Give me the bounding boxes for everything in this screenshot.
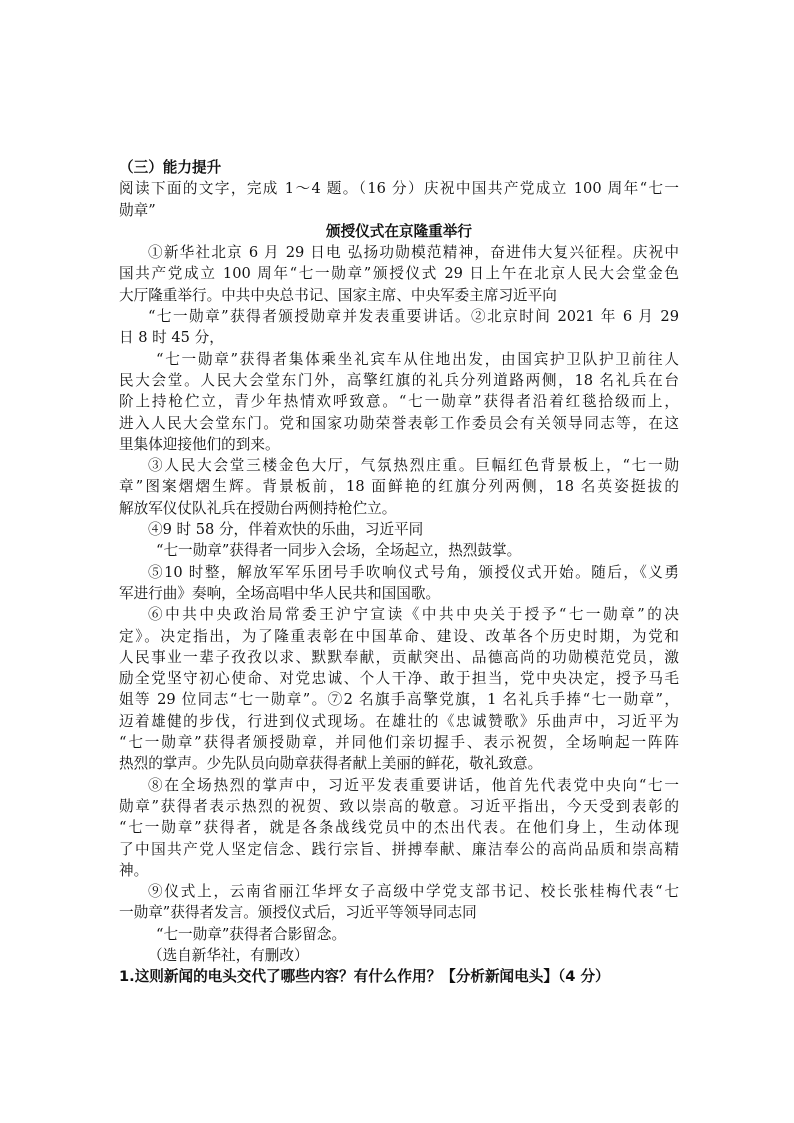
text-line: 励全党坚守初心使命、对党忠诚、个人干净、敢于担当，党中央决定，授予马毛: [119, 670, 679, 688]
text-line: 军进行曲》奏响，全场高唱中华人民共和国国歌。: [119, 584, 441, 602]
paragraph-5: [119, 519, 679, 540]
text-line: “七一勋章”获得者颁授勋章，并同他们亲切握手、表示祝贺，全场响起一阵阵: [119, 734, 679, 752]
text-line: ⑤10 时整，解放军军乐团号手吹响仪式号角，颁授仪式开始。随后，《义勇: [148, 563, 679, 581]
intro: [119, 178, 679, 221]
paragraph-2: [119, 306, 679, 349]
text-line: 迈着雄健的步伐，行进到仪式现场。在雄壮的《忠诚赞歌》乐曲声中，习近平为: [119, 712, 679, 730]
text-line: ⑥中共中央政治局常委王沪宁宣读《中共中央关于授予“七一勋章”的决: [148, 606, 679, 624]
section-title: （三）能力提升: [119, 159, 222, 176]
text-line: ④9 时 58 分，伴着欢快的乐曲，习近平同: [148, 521, 424, 539]
text-line: 里集体迎接他们的到来。: [119, 435, 280, 453]
paragraph-4: [119, 455, 679, 519]
text-line: 国共产党成立 100 周年“七一勋章”颁授仪式 29 日上午在北京人民大会堂金色: [119, 265, 679, 283]
text-line: 解放军仪仗队礼兵在授勋台两侧持枪伫立。: [119, 499, 397, 517]
question-1: 1.这则新闻的电头交代了哪些内容？有什么作用？【分析新闻电头】（4 分）: [119, 968, 610, 986]
text-line: 热烈的掌声。少先队员向勋章获得者献上美丽的鲜花，敬礼致意。: [119, 755, 543, 773]
text-line: “七一勋章”获得者颁授勋章并发表重要讲话。②北京时间 2021 年 6 月 29: [148, 308, 679, 326]
text-line: 民大会堂。人民大会堂东门外，高擎红旗的礼兵分列道路两侧，18 名礼兵在台: [119, 371, 679, 389]
text-line: “七一勋章”获得者合影留念。: [156, 925, 347, 943]
text-line: ③人民大会堂三楼金色大厅，气氛热烈庄重。巨幅红色背景板上，“七一勋: [148, 457, 679, 475]
document-page: [119, 157, 679, 988]
text-line: ①新华社北京 6 月 29 日电 弘扬功勋模范精神，奋进伟大复兴征程。庆祝中: [148, 244, 679, 262]
text-line: 进入人民大会堂东门。党和国家功勋荣誉表彰工作委员会有关领导同志等，在这: [119, 414, 679, 432]
text-line: 一勋章”获得者发言。颁授仪式后，习近平等领导同志同: [119, 904, 477, 922]
paragraph-9: [119, 775, 679, 881]
intro-line: 阅读下面的文字，完成 1～4 题。（16 分）庆祝中国共产党成立 100 周年“七一: [119, 180, 679, 198]
paragraph-3: [119, 349, 679, 455]
source-note: （选自新华社，有删改）: [148, 946, 309, 964]
text-line: “七一勋章”获得者，就是各条战线党员中的杰出代表。在他们身上，生动体现: [119, 819, 679, 837]
text-line: 定》。决定指出，为了隆重表彰在中国革命、建设、改革各个历史时期，为党和: [119, 627, 679, 645]
text-line: 阶上持枪伫立，青少年热情欢呼致意。“七一勋章”获得者沿着红毯拾级而上，: [119, 393, 679, 411]
text-line: 大厅隆重举行。中共中央总书记、国家主席、中央军委主席习近平向: [119, 286, 557, 304]
text-line: “七一勋章”获得者集体乘坐礼宾车从住地出发，由国宾护卫队护卫前往人: [156, 350, 679, 368]
text-line: 勋章”获得者表示热烈的祝贺、致以崇高的敬意。习近平指出，今天受到表彰的: [119, 797, 679, 815]
text-line: 了中国共产党人坚定信念、践行宗旨、拼搏奉献、廉洁奉公的高尚品质和崇高精: [119, 840, 679, 858]
text-line: 日 8 时 45 分，: [119, 329, 224, 347]
text-line: 姐等 29 位同志“七一勋章”。⑦2 名旗手高擎党旗，1 名礼兵手捧“七一勋章”，: [119, 691, 679, 709]
text-line: ⑨仪式上，云南省丽江华坪女子高级中学党支部书记、校长张桂梅代表“七: [148, 883, 679, 901]
paragraph-6: [119, 540, 679, 561]
text-line: 章”图案熠熠生辉。背景板前，18 面鲜艳的红旗分列两侧，18 名英姿挺拔的: [119, 478, 679, 496]
text-line: ⑧在全场热烈的掌声中，习近平发表重要讲话，他首先代表党中央向“七一: [148, 776, 679, 794]
paragraph-11: [119, 924, 679, 945]
paragraph-8: [119, 604, 679, 774]
intro-line: 勋章”: [119, 201, 156, 219]
paragraph-1: [119, 242, 679, 306]
article-title: 颁授仪式在京隆重举行: [326, 222, 472, 240]
text-line: 神。: [119, 861, 149, 879]
paragraph-10: [119, 881, 679, 924]
text-line: “七一勋章”获得者一同步入会场，全场起立，热烈鼓掌。: [156, 542, 522, 560]
paragraph-7: [119, 562, 679, 605]
text-line: 人民事业一辈子孜孜以求、默默奉献，贡献突出、品德高尚的功勋模范党员，激: [119, 648, 679, 666]
